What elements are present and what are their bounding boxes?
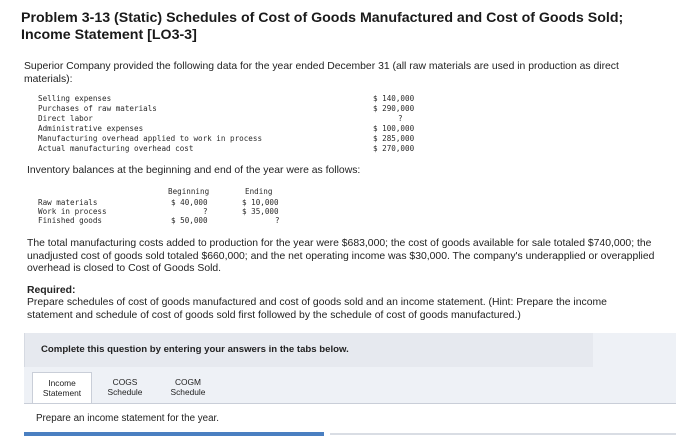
data-value: ? [398, 114, 403, 123]
inventory-beginning: $ 40,000 [171, 198, 208, 207]
data-value: $ 140,000 [373, 94, 415, 103]
tab-cogm-schedule[interactable] [160, 372, 216, 404]
totals-paragraph: The total manufacturing costs added to production for the year were $683,000; the cost of goods available for sale totaled $740,000; the unadjusted cost of goods sold totaled $660,000; and the net operating income was $30,000. The company's underapplied or overapplied overhead is closed to Cost of Goods Sold. [27, 238, 655, 275]
data-value: $ 290,000 [373, 104, 415, 113]
data-value: $ 100,000 [373, 124, 415, 133]
tab-cogs-schedule[interactable] [100, 372, 150, 404]
inventory-ending: ? [275, 216, 280, 225]
progress-bar [24, 432, 324, 436]
required-text: Prepare schedules of cost of goods manufactured and cost of goods sold and an income statement. (Hint: Prepare the income statement and schedule of cost of goods sold first followed by the schedule of cost of goods manufactured.) [27, 297, 607, 321]
required-label: Required: [27, 285, 76, 296]
tab-label-line2: Schedule [107, 387, 143, 397]
data-label: Administrative expenses [38, 124, 144, 133]
data-label: Selling expenses [38, 94, 112, 103]
data-value: $ 270,000 [373, 144, 415, 153]
data-label: Actual manufacturing overhead cost [38, 144, 194, 153]
data-value: $ 285,000 [373, 134, 415, 143]
tab-income-statement[interactable] [32, 372, 92, 405]
inventory-ending: $ 35,000 [242, 207, 279, 216]
tab-label-line1: COGM [174, 377, 202, 388]
tab-label-line2: Statement [42, 388, 82, 398]
tab-label-line2: Schedule [170, 387, 206, 397]
inventory-header-ending: Ending [245, 187, 273, 196]
problem-title: Problem 3-13 (Static) Schedules of Cost of Goods Manufactured and Cost of Goods Sold; Income Statement [LO3-3] [21, 10, 624, 43]
inventory-intro: Inventory balances at the beginning and end of the year were as follows: [27, 165, 361, 176]
inventory-row-label: Finished goods [38, 216, 103, 225]
inventory-row-label: Work in process [38, 207, 107, 216]
inventory-ending: $ 10,000 [242, 198, 279, 207]
inventory-beginning: ? [203, 207, 208, 216]
tab-label-line1: Income [48, 378, 76, 389]
divider [330, 433, 676, 435]
tab-prompt: Prepare an income statement for the year. [36, 413, 219, 424]
data-label: Purchases of raw materials [38, 104, 157, 113]
instruction-text: Complete this question by entering your answers in the tabs below. [41, 344, 349, 355]
data-label: Manufacturing overhead applied to work in process [38, 134, 263, 143]
tab-label-line1: COGS [112, 377, 138, 388]
inventory-header-beginning: Beginning [168, 187, 210, 196]
intro-text: Superior Company provided the following data for the year ended December 31 (all raw materials are used in production as direct materials): [24, 61, 619, 85]
inventory-row-label: Raw materials [38, 198, 98, 207]
inventory-beginning: $ 50,000 [171, 216, 208, 225]
data-label: Direct labor [38, 114, 93, 123]
